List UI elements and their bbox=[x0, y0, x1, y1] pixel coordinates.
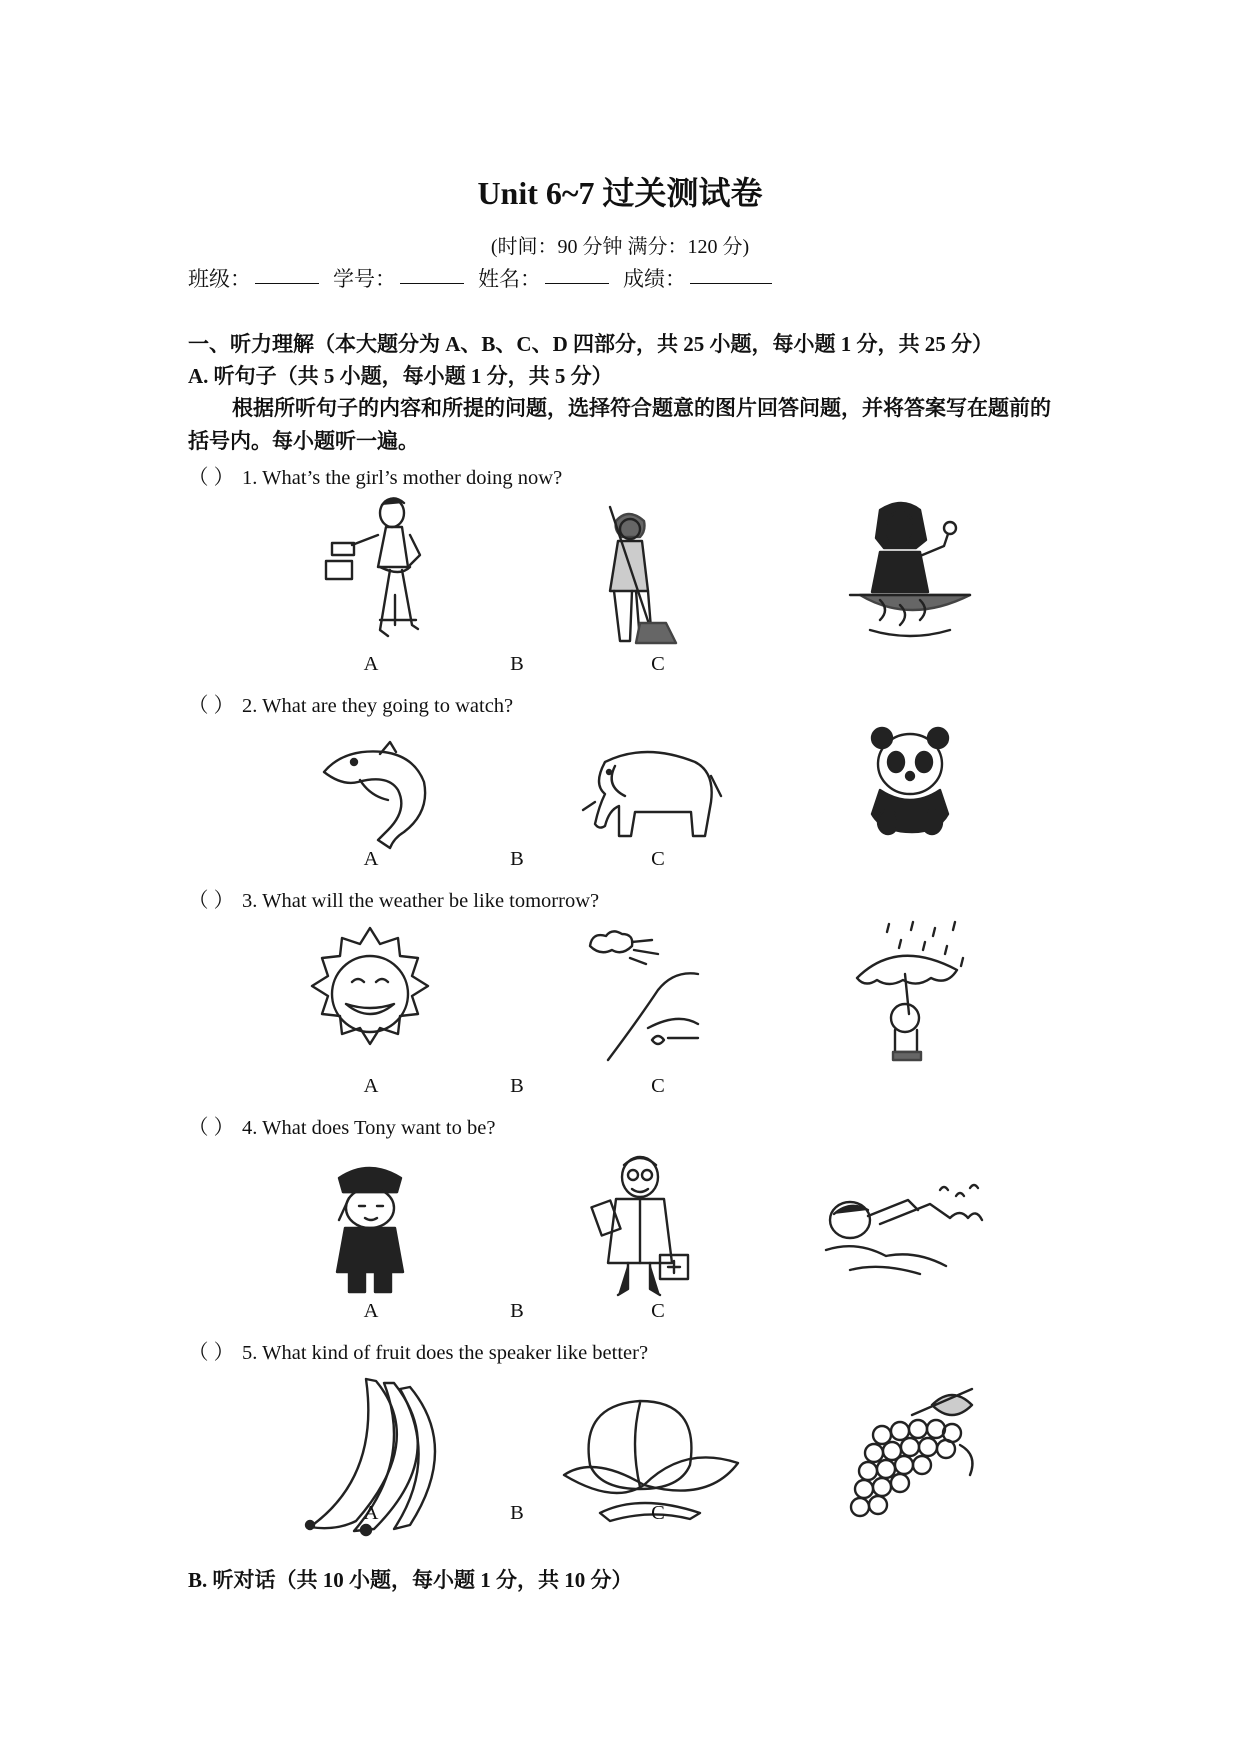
option-label-b: B bbox=[510, 1502, 524, 1524]
answer-bracket[interactable]: （ ） bbox=[188, 890, 235, 912]
option-label-c: C bbox=[651, 1075, 665, 1097]
option-label-a: A bbox=[363, 653, 379, 675]
dolphin-icon bbox=[320, 740, 430, 850]
score-label: 成绩： bbox=[623, 267, 686, 291]
part-a-instruction: 根据所听句子的内容和所提的问题，选择符合题意的图片回答问题，并将答案写在题前的括号内。每小题听一遍。 bbox=[188, 396, 1051, 453]
doctor-icon bbox=[590, 1155, 690, 1303]
question-2 bbox=[188, 688, 513, 718]
question-text: 5. What kind of fruit does the speaker like better? bbox=[242, 1342, 649, 1364]
woman-on-phone-icon bbox=[320, 495, 430, 645]
question-text: 4. What does Tony want to be? bbox=[242, 1117, 496, 1139]
student-info-fields bbox=[188, 263, 786, 293]
name-label: 姓名： bbox=[478, 267, 541, 291]
rain-umbrella-icon bbox=[855, 918, 970, 1063]
option-label-b: B bbox=[510, 1075, 524, 1097]
sun-icon bbox=[300, 924, 440, 1064]
option-label-b: B bbox=[510, 848, 524, 870]
answer-bracket[interactable]: （ ） bbox=[188, 467, 235, 489]
question-text: 1. What’s the girl’s mother doing now? bbox=[242, 467, 563, 489]
question-5 bbox=[188, 1335, 648, 1365]
exam-time-and-score: (时间：90 分钟 满分：120 分) bbox=[490, 236, 750, 258]
class-blank[interactable] bbox=[255, 263, 319, 284]
question-text: 2. What are they going to watch? bbox=[242, 695, 514, 717]
student-number-blank[interactable] bbox=[400, 263, 464, 284]
option-label-a: A bbox=[363, 1075, 379, 1097]
page-title: Unit 6~7 过关测试卷 bbox=[477, 175, 763, 211]
option-label-a: A bbox=[363, 1300, 379, 1322]
section-1-heading: 一、听力理解（本大题分为 A、B、C、D 四部分，共 25 小题，每小题 1 分，共 25 分） bbox=[188, 332, 994, 356]
elephant-icon bbox=[575, 742, 725, 842]
answer-bracket[interactable]: （ ） bbox=[188, 1117, 235, 1139]
question-text: 3. What will the weather be like tomorrow? bbox=[242, 890, 600, 912]
option-label-c: C bbox=[651, 1502, 665, 1524]
question-1 bbox=[188, 460, 562, 490]
answer-bracket[interactable]: （ ） bbox=[188, 695, 235, 717]
policeman-icon bbox=[325, 1160, 415, 1300]
option-label-a: A bbox=[363, 848, 379, 870]
person-sweeping-icon bbox=[588, 505, 688, 650]
option-label-a: A bbox=[363, 1502, 379, 1524]
student-number-label: 学号： bbox=[333, 267, 396, 291]
part-b-heading: B. 听对话（共 10 小题，每小题 1 分，共 10 分） bbox=[188, 1568, 633, 1592]
option-label-b: B bbox=[510, 653, 524, 675]
question-3 bbox=[188, 883, 599, 913]
question-4 bbox=[188, 1110, 495, 1140]
wind-icon bbox=[588, 928, 708, 1063]
answer-bracket[interactable]: （ ） bbox=[188, 1342, 235, 1364]
swimmer-icon bbox=[820, 1180, 990, 1280]
option-label-c: C bbox=[651, 653, 665, 675]
name-blank[interactable] bbox=[545, 263, 609, 284]
part-a-heading: A. 听句子（共 5 小题，每小题 1 分，共 5 分） bbox=[188, 364, 613, 388]
class-label: 班级： bbox=[188, 267, 251, 291]
option-label-b: B bbox=[510, 1300, 524, 1322]
woman-cooking-icon bbox=[840, 500, 980, 645]
option-label-c: C bbox=[651, 848, 665, 870]
option-label-c: C bbox=[651, 1300, 665, 1322]
score-blank[interactable] bbox=[690, 263, 772, 284]
panda-icon bbox=[868, 726, 952, 838]
grapes-icon bbox=[842, 1385, 982, 1520]
